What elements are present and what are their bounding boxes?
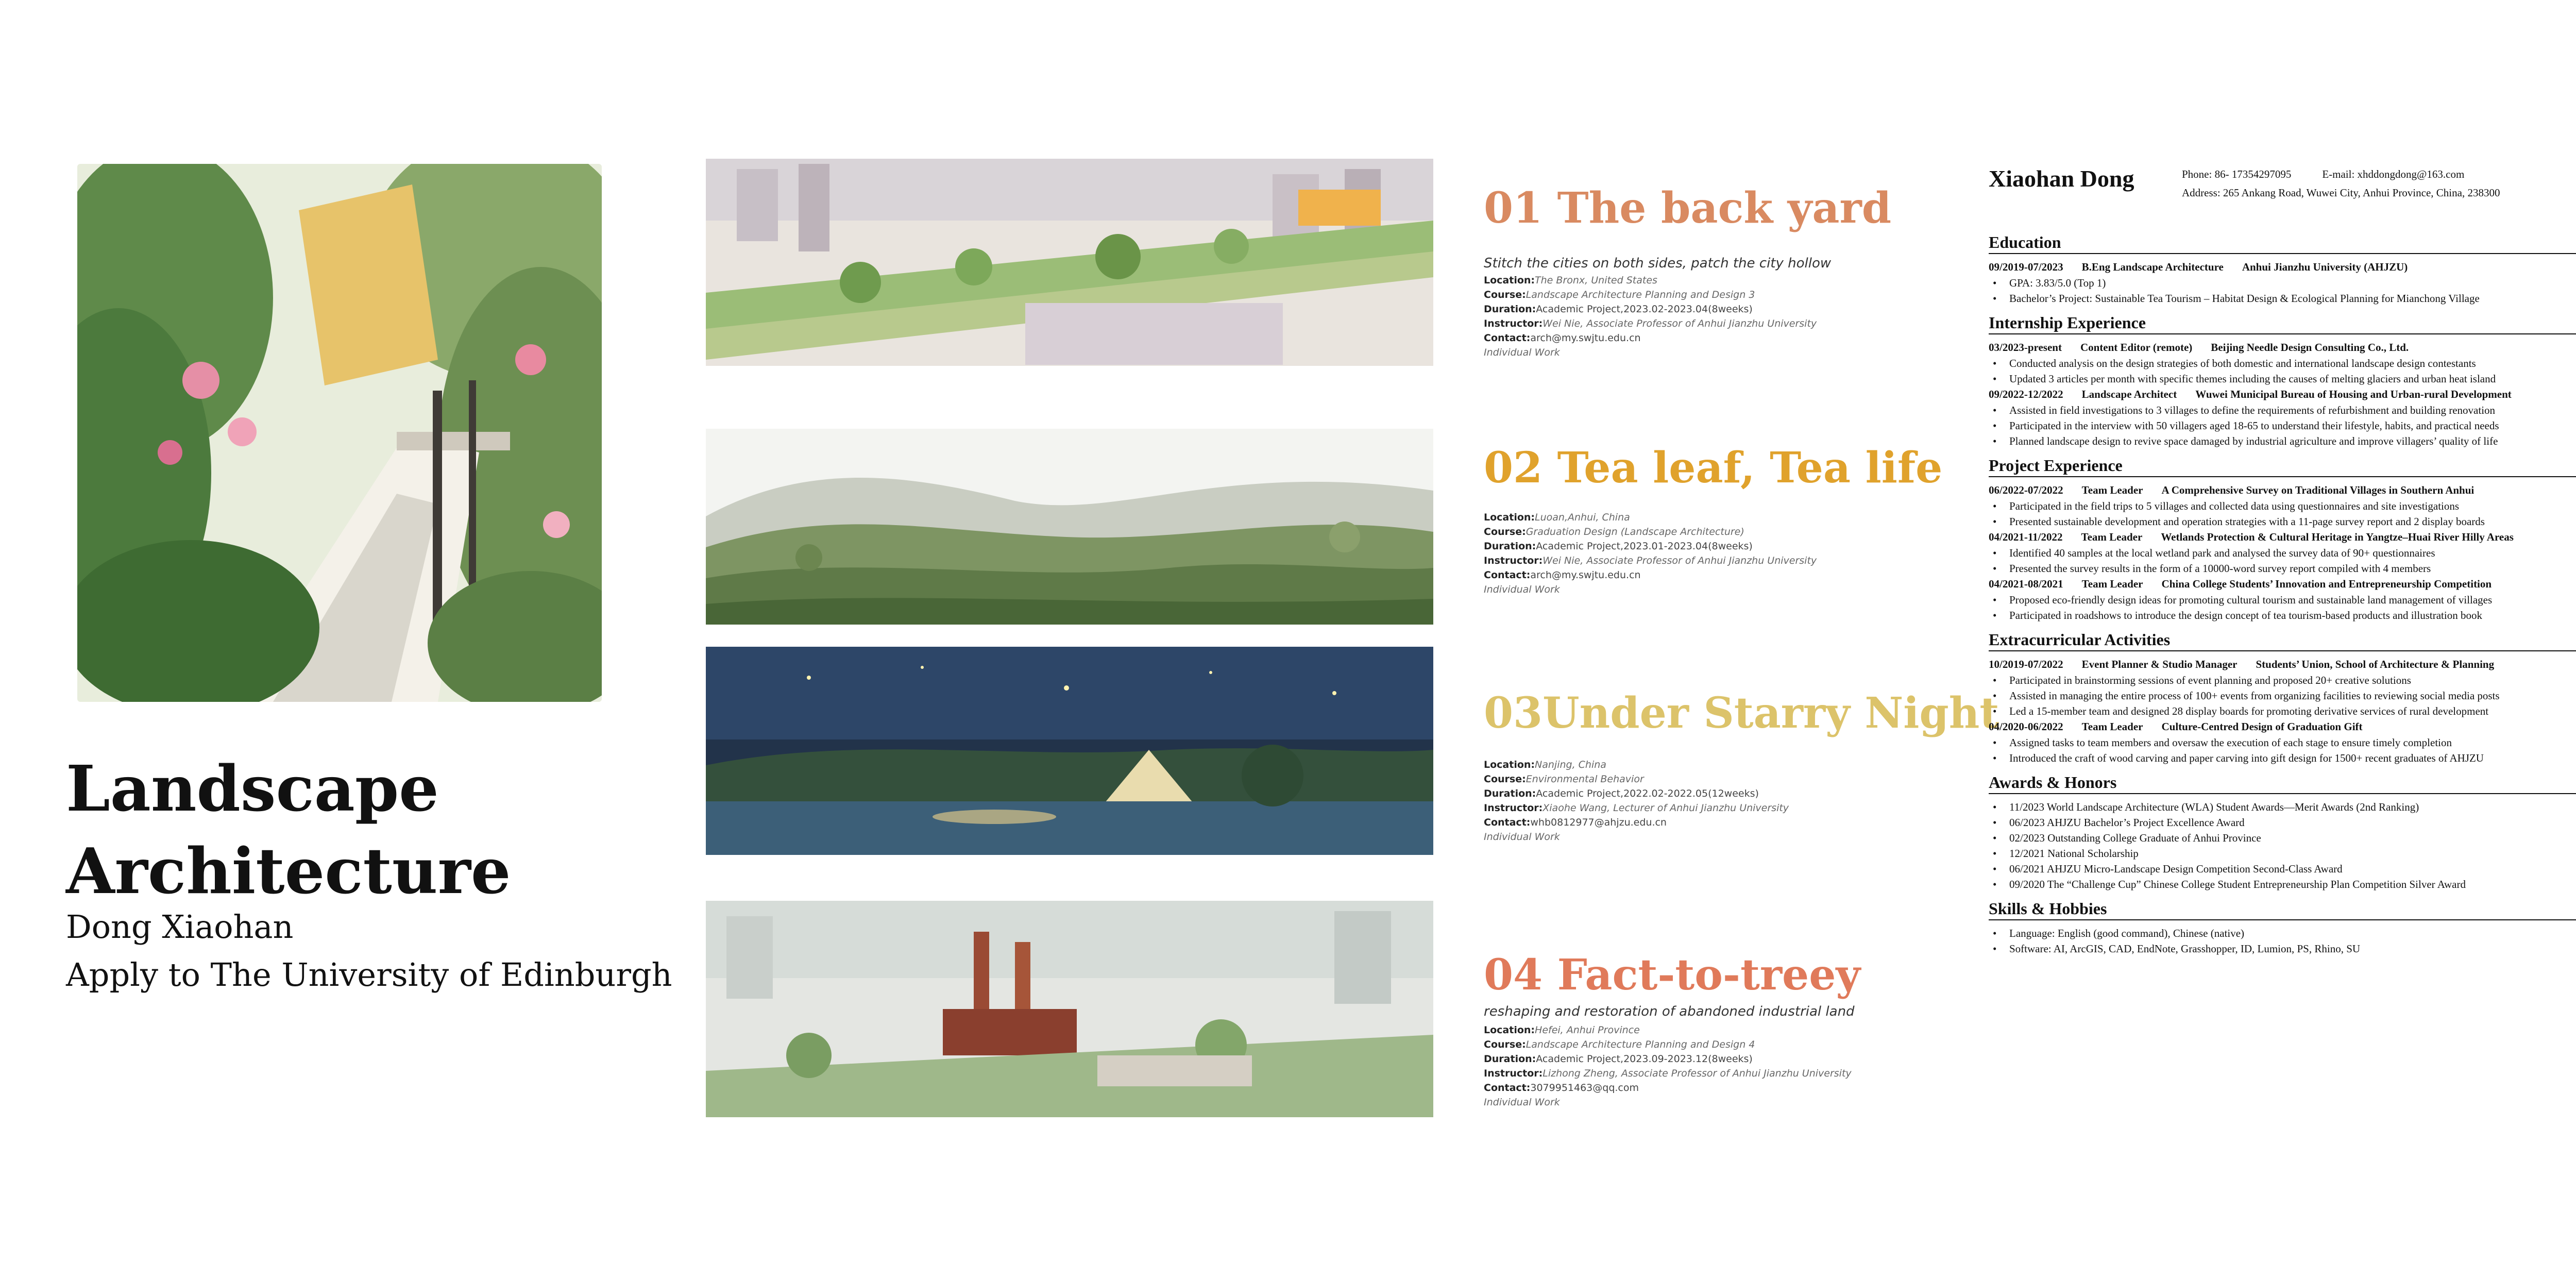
meta-row: Course:Graduation Design (Landscape Architecture)	[1484, 526, 1744, 537]
cover-author: Dong Xiaohan	[66, 908, 294, 946]
project-2-title: 02 Tea leaf, Tea life	[1484, 443, 1943, 493]
meta-row: Location:Nanjing, China	[1484, 759, 1606, 770]
meta-row: Instructor:Wei Nie, Associate Professor of Anhui Jianzhu University	[1484, 555, 1817, 566]
meta-row: Duration:Academic Project,2023.01-2023.04(8weeks)	[1484, 541, 1753, 552]
section-heading-extracurricular: Extracurricular Activities	[1989, 630, 2576, 651]
resume-entry: 06/2022-07/2022 Team Leader A Comprehensive Survey on Traditional Villages in Southern Anhui	[1989, 484, 2475, 496]
meta-row: Individual Work	[1484, 1097, 1560, 1108]
bullet-item: • Presented sustainable development and operation strategies with a 11-page survey report and 2 display boards	[1989, 514, 2576, 529]
project-3-image	[706, 647, 1433, 855]
project-1-title: 01 The back yard	[1484, 183, 1892, 233]
resume-entry: 04/2021-11/2022 Team Leader Wetlands Protection & Cultural Heritage in Yangtze–Huai River Hilly Areas	[1989, 531, 2514, 543]
section-heading-internship: Internship Experience	[1989, 313, 2576, 334]
meta-row: Individual Work	[1484, 831, 1560, 843]
bullet-item: • Participated in the field trips to 5 villages and collected data using questionnaires and site investigations	[1989, 498, 2576, 514]
bullet-item: • Assisted in managing the entire process of 100+ events from organizing facilities to reviewing social media posts	[1989, 688, 2576, 703]
section-heading-education: Education	[1989, 233, 2576, 254]
meta-row: Course:Environmental Behavior	[1484, 773, 1644, 785]
bullet-item: • Participated in brainstorming sessions of event planning and proposed 20+ creative solutions	[1989, 672, 2576, 688]
bullet-item: • 02/2023 Outstanding College Graduate of Anhui Province	[1989, 830, 2576, 846]
meta-row: Duration:Academic Project,2023.09-2023.12(8weeks)	[1484, 1053, 1753, 1065]
meta-row: Instructor:Lizhong Zheng, Associate Professor of Anhui Jianzhu University	[1484, 1068, 1852, 1079]
meta-row: Course:Landscape Architecture Planning and Design 3	[1484, 289, 1755, 300]
project-2-meta	[1484, 510, 1999, 597]
project-1-tagline: Stitch the cities on both sides, patch the city hollow	[1484, 256, 1832, 271]
resume-body	[1989, 226, 2576, 956]
cover-title-line1: Landscape	[66, 751, 439, 826]
meta-row: Contact:3079951463@qq.com	[1484, 1082, 1639, 1094]
bullet-item: • 09/2020 The “Challenge Cup” Chinese College Student Entrepreneurship Plan Competition Silver Award	[1989, 877, 2576, 892]
resume-email: E-mail: xhddongdong@163.com	[2322, 168, 2465, 180]
meta-row: Contact:arch@my.swjtu.edu.cn	[1484, 332, 1641, 344]
section-heading-awards: Awards & Honors	[1989, 773, 2576, 794]
bullet-item: • Bachelor’s Project: Sustainable Tea Tourism – Habitat Design & Ecological Planning for Mianchong Village	[1989, 291, 2576, 306]
cover-apply-to: Apply to The University of Edinburgh	[66, 956, 672, 994]
bullet-item: • Assigned tasks to team members and oversaw the execution of each stage to ensure timely completion	[1989, 735, 2576, 750]
meta-row: Instructor:Wei Nie, Associate Professor of Anhui Jianzhu University	[1484, 318, 1817, 329]
meta-row: Individual Work	[1484, 584, 1560, 595]
bullet-item: • 12/2021 National Scholarship	[1989, 846, 2576, 861]
section-heading-projects: Project Experience	[1989, 456, 2576, 477]
bullet-item: • Proposed eco-friendly design ideas for promoting cultural tourism and sustainable land management of villages	[1989, 592, 2576, 608]
meta-row: Location:The Bronx, United States	[1484, 275, 1657, 286]
bullet-item: • Identified 40 samples at the local wetland park and analysed the survey data of 90+ questionnaires	[1989, 545, 2576, 561]
meta-row: Location:Hefei, Anhui Province	[1484, 1024, 1640, 1036]
meta-row: Contact:whb0812977@ahjzu.edu.cn	[1484, 817, 1667, 828]
cover-title	[66, 747, 658, 912]
resume-entry: 03/2023-present Content Editor (remote) Beijing Needle Design Consulting Co., Ltd.	[1989, 341, 2409, 354]
bullet-item: • Updated 3 articles per month with specific themes including the causes of melting glaciers and urban heat island	[1989, 371, 2576, 386]
bullet-item: • Language: English (good command), Chinese (native)	[1989, 926, 2576, 941]
bullet-item: • Conducted analysis on the design strategies of both domestic and international landscape design contestants	[1989, 356, 2576, 371]
project-4-image	[706, 901, 1433, 1117]
bullet-item: • Led a 15-member team and designed 28 display boards for promoting derivative services of rural development	[1989, 703, 2576, 719]
cover-title-line2: Architecture	[66, 834, 511, 908]
meta-row: Duration:Academic Project,2022.02-2022.05(12weeks)	[1484, 788, 1759, 799]
meta-row: Course:Landscape Architecture Planning and Design 4	[1484, 1039, 1755, 1050]
bullet-item: • Planned landscape design to revive space damaged by industrial agriculture and improve villagers’ quality of life	[1989, 433, 2576, 449]
meta-row: Contact:arch@my.swjtu.edu.cn	[1484, 569, 1641, 581]
resume-address: Address: 265 Ankang Road, Wuwei City, Anhui Province, China, 238300	[2182, 187, 2500, 199]
bullet-item: • Participated in roadshows to introduce the design concept of tea tourism-based products and illustration book	[1989, 608, 2576, 623]
resume-entry: 10/2019-07/2022 Event Planner & Studio Manager Students’ Union, School of Architecture & Planning	[1989, 658, 2495, 670]
bullet-item: • Presented the survey results in the form of a 10000-word survey report compiled with 4 members	[1989, 561, 2576, 576]
project-3-title: 03Under Starry Night	[1484, 688, 1999, 738]
resume-entry: 04/2020-06/2022 Team Leader Culture-Centred Design of Graduation Gift	[1989, 720, 2363, 733]
resume-contact	[2182, 165, 2500, 202]
bullet-item: • Participated in the interview with 50 villagers aged 18-65 to understand their lifestyle, habits, and practical needs	[1989, 418, 2576, 433]
bullet-item: • 06/2023 AHJZU Bachelor’s Project Excellence Award	[1989, 815, 2576, 830]
meta-row: Individual Work	[1484, 347, 1560, 358]
bullet-item: • Software: AI, ArcGIS, CAD, EndNote, Grasshopper, ID, Lumion, PS, Rhino, SU	[1989, 941, 2576, 956]
section-heading-skills: Skills & Hobbies	[1989, 899, 2576, 920]
meta-row: Instructor:Xiaohe Wang, Lecturer of Anhui Jianzhu University	[1484, 802, 1789, 814]
resume-name: Xiaohan Dong	[1989, 165, 2134, 192]
resume-entry: 04/2021-08/2021 Team Leader China College Students’ Innovation and Entrepreneurship Competition	[1989, 578, 2492, 590]
project-1-image	[706, 159, 1433, 366]
resume-phone: Phone: 86- 17354297095	[2182, 168, 2292, 180]
project-4-tagline: reshaping and restoration of abandoned industrial land	[1484, 1004, 1855, 1019]
bullet-item: • Assisted in field investigations to 3 villages to define the requirements of refurbishment and building renovation	[1989, 402, 2576, 418]
resume-entry: 09/2022-12/2022 Landscape Architect Wuwei Municipal Bureau of Housing and Urban-rural Development	[1989, 388, 2512, 400]
meta-row: Location:Luoan,Anhui, China	[1484, 512, 1630, 523]
resume-entry: 09/2019-07/2023 B.Eng Landscape Architecture Anhui Jianzhu University (AHJZU)	[1989, 261, 2408, 273]
bullet-item: • 11/2023 World Landscape Architecture (WLA) Student Awards—Merit Awards (2nd Ranking)	[1989, 799, 2576, 815]
project-4-meta	[1484, 1023, 1999, 1109]
bullet-item: • 06/2021 AHJZU Micro-Landscape Design Competition Second-Class Award	[1989, 861, 2576, 877]
project-1-meta	[1484, 273, 1999, 360]
meta-row: Duration:Academic Project,2023.02-2023.04(8weeks)	[1484, 304, 1753, 315]
bullet-item: • Introduced the craft of wood carving and paper carving into gift design for 1500+ recent graduates of AHJZU	[1989, 750, 2576, 766]
project-4-title: 04 Fact-to-treey	[1484, 950, 1861, 1000]
project-2-image	[706, 429, 1433, 625]
cover-garden-painting	[77, 164, 602, 702]
bullet-item: • GPA: 3.83/5.0 (Top 1)	[1989, 275, 2576, 291]
project-3-meta	[1484, 758, 1999, 844]
